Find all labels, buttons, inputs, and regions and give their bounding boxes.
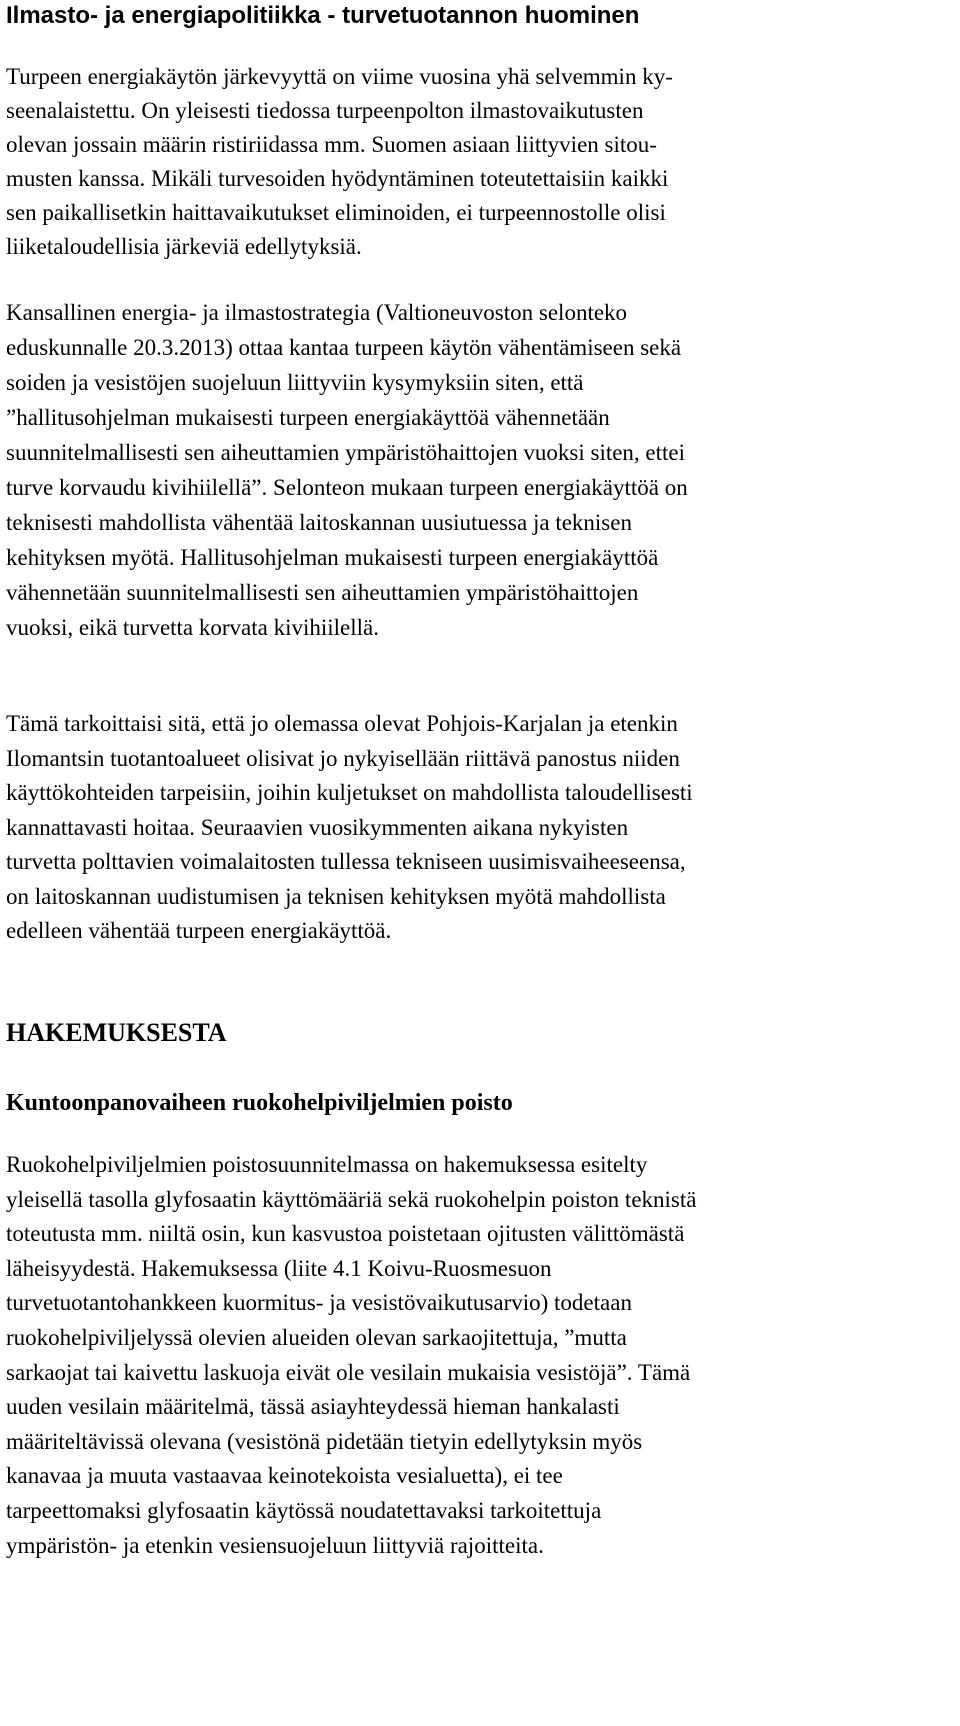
paragraph-ruokohelpi — [6, 1148, 696, 1563]
text-line: läheisyydestä. Hakemuksessa (liite 4.1 Koivu-Ruosmesuon — [6, 1255, 552, 1281]
text-line: kannattavasti hoitaa. Seuraavien vuosikymmenten aikana nykyisten — [6, 814, 629, 840]
section-heading: HAKEMUKSESTA — [6, 1018, 227, 1047]
text-line: uuden vesilain määritelmä, tässä asiayhteydessä hieman hankalasti — [6, 1394, 620, 1420]
text-line: kehityksen myötä. Hallitusohjelman mukaisesti turpeen energiakäyttöä — [6, 545, 659, 570]
text-line: ruokohelpiviljelyssä olevien alueiden olevan sarkaojitettuja, ”mutta — [6, 1324, 627, 1350]
subsection-heading: Kuntoonpanovaiheen ruokohelpiviljelmien poisto — [6, 1090, 513, 1116]
paragraph-turpeen-energiakaytto — [6, 60, 673, 264]
text-line: seenalaistettu. On yleisesti tiedossa turpeenpolton ilmastovaikutusten — [6, 98, 644, 123]
text-line: musten kanssa. Mikäli turvesoiden hyödyntäminen toteutettaisiin kaikki — [6, 166, 669, 191]
text-line: sarkaojat tai kaivettu laskuoja eivät ole vesilain mukaisia vesistöjä”. Tämä — [6, 1359, 691, 1385]
page-title: Ilmasto- ja energiapolitiikka - turvetuotannon huominen — [6, 2, 640, 29]
text-line: käyttökohteiden tarpeisiin, joihin kuljetukset on mahdollista taloudellisesti — [6, 780, 693, 805]
paragraph-pohjois-karjala — [6, 707, 693, 949]
text-line: Ilomantsin tuotantoalueet olisivat jo nykyisellään riittävä panostus niiden — [6, 745, 680, 771]
text-line: Kansallinen energia- ja ilmastostrategia (Valtioneuvoston selonteko — [6, 300, 628, 325]
text-line: soiden ja vesistöjen suojeluun liittyviin kysymyksiin siten, että — [6, 370, 584, 395]
text-line: ”hallitusohjelman mukaisesti turpeen energiakäyttöä vähennetään — [6, 405, 610, 430]
text-line: on laitoskannan uudistumisen ja teknisen kehityksen myötä mahdollista — [6, 883, 666, 909]
text-line: turve korvaudu kivihiilellä”. Selonteon mukaan turpeen energiakäyttöä on — [6, 475, 688, 500]
text-line: vähennetään suunnitelmallisesti sen aiheuttamien ympäristöhaittojen — [6, 580, 639, 605]
text-line: tarpeettomaksi glyfosaatin käytössä noudatettavaksi tarkoitettuja — [6, 1497, 602, 1523]
text-line: määriteltävissä olevana (vesistönä pidetään tietyin edellytyksin myös — [6, 1428, 643, 1454]
text-line: yleisellä tasolla glyfosaatin käyttömääriä sekä ruokohelpin poiston teknistä — [6, 1186, 697, 1212]
text-line: liiketaloudellisia järkeviä edellytyksiä. — [6, 234, 362, 259]
text-line: Turpeen energiakäytön järkevyyttä on viime vuosina yhä selvemmin ky- — [6, 64, 673, 89]
text-line: ympäristön- ja etenkin vesiensuojeluun liittyviä rajoitteita. — [6, 1532, 544, 1558]
text-line: sen paikallisetkin haittavaikutukset eliminoiden, ei turpeennostolle olisi — [6, 200, 666, 225]
text-line: olevan jossain määrin ristiriidassa mm. Suomen asiaan liittyvien sitou- — [6, 132, 657, 157]
text-line: suunnitelmallisesti sen aiheuttamien ympäristöhaittojen vuoksi siten, ettei — [6, 440, 686, 465]
text-line: kanavaa ja muuta vastaavaa keinotekoista vesialuetta), ei tee — [6, 1463, 563, 1489]
text-line: turvetta polttavien voimalaitosten tullessa tekniseen uusimisvaiheeseensa, — [6, 849, 686, 874]
text-line: vuoksi, eikä turvetta korvata kivihiilellä. — [6, 615, 380, 640]
text-line: Ruokohelpiviljelmien poistosuunnitelmassa on hakemuksessa esitelty — [6, 1152, 648, 1177]
text-line: eduskunnalle 20.3.2013) ottaa kantaa turpeen käytön vähentämiseen sekä — [6, 335, 682, 360]
paragraph-ilmastostrategia — [6, 295, 688, 645]
text-line: teknisesti mahdollista vähentää laitoskannan uusiutuessa ja teknisen — [6, 510, 632, 535]
text-line: edelleen vähentää turpeen energiakäyttöä. — [6, 918, 392, 943]
text-line: Tämä tarkoittaisi sitä, että jo olemassa olevat Pohjois-Karjalan ja etenkin — [6, 711, 678, 736]
text-line: toteutusta mm. niiltä osin, kun kasvustoa poistetaan ojitusten välittömästä — [6, 1221, 685, 1247]
text-line: turvetuotantohankkeen kuormitus- ja vesistövaikutusarvio) todetaan — [6, 1290, 632, 1316]
